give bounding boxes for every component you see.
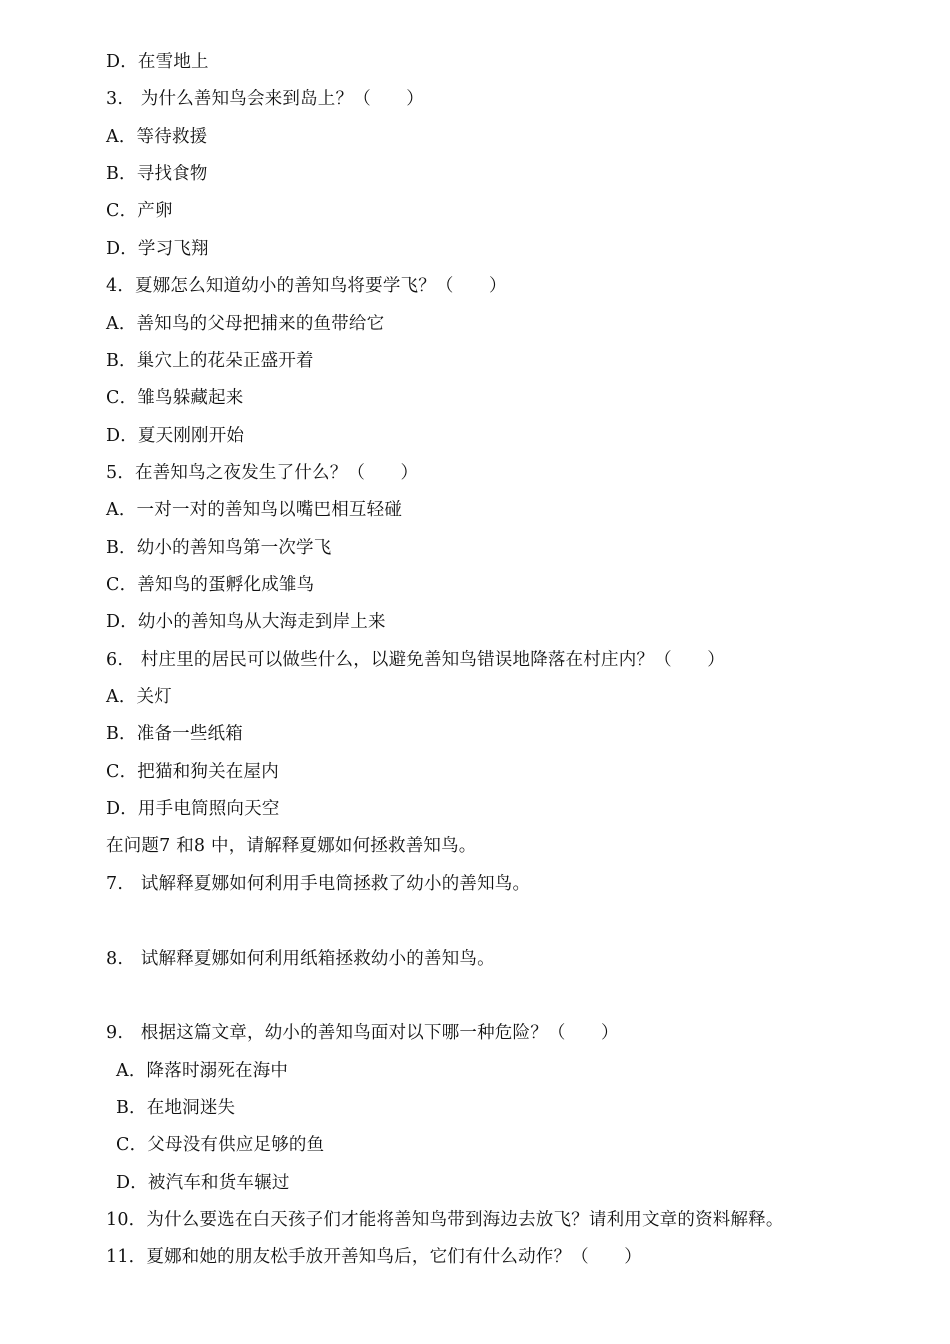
question-7: 7. 试解释夏娜如何利用手电筒拯救了幼小的善知鸟。 bbox=[106, 874, 531, 894]
q3-option-a: A．等待救援 bbox=[106, 127, 208, 147]
q6-option-c: C．把猫和狗关在屋内 bbox=[106, 762, 279, 782]
question-8: 8. 试解释夏娜如何利用纸箱拯救幼小的善知鸟。 bbox=[106, 949, 495, 969]
question-10: 10．为什么要选在白天孩子们才能将善知鸟带到海边去放飞？请利用文章的资料解释。 bbox=[106, 1210, 784, 1230]
q9-option-a: A．降落时溺死在海中 bbox=[116, 1061, 289, 1081]
question-4: 4．夏娜怎么知道幼小的善知鸟将要学飞？（ ） bbox=[106, 276, 507, 296]
q5-option-a: A．一对一对的善知鸟以嘴巴相互轻碰 bbox=[106, 500, 403, 520]
q9-option-c: C．父母没有供应足够的鱼 bbox=[116, 1135, 325, 1155]
q9-option-b: B．在地洞迷失 bbox=[116, 1098, 236, 1118]
q6-option-a: A．关灯 bbox=[106, 687, 172, 707]
q6-option-b: B．准备一些纸箱 bbox=[106, 724, 243, 744]
question-11: 11．夏娜和她的朋友松手放开善知鸟后，它们有什么动作？（ ） bbox=[106, 1247, 642, 1267]
q2-option-d: D．在雪地上 bbox=[106, 52, 209, 72]
q5-option-c: C．善知鸟的蛋孵化成雏鸟 bbox=[106, 575, 315, 595]
q6-option-d: D．用手电筒照向天空 bbox=[106, 799, 280, 819]
q9-option-d: D．被汽车和货车辗过 bbox=[116, 1173, 290, 1193]
question-3: 3. 为什么善知鸟会来到岛上？（ ） bbox=[106, 89, 424, 109]
q4-option-a: A．善知鸟的父母把捕来的鱼带给它 bbox=[106, 314, 385, 334]
q3-option-c: C．产卵 bbox=[106, 201, 173, 221]
q3-option-d: D．学习飞翔 bbox=[106, 239, 209, 259]
q5-option-d: D．幼小的善知鸟从大海走到岸上来 bbox=[106, 612, 386, 632]
q4-option-d: D．夏天刚刚开始 bbox=[106, 426, 245, 446]
question-6: 6. 村庄里的居民可以做些什么，以避免善知鸟错误地降落在村庄内？（ ） bbox=[106, 650, 725, 670]
q5-option-b: B．幼小的善知鸟第一次学飞 bbox=[106, 538, 332, 558]
q4-option-b: B．巢穴上的花朵正盛开着 bbox=[106, 351, 314, 371]
instruction-q7-q8: 在问题7 和8 中，请解释夏娜如何拯救善知鸟。 bbox=[106, 836, 477, 856]
q4-option-c: C．雏鸟躲藏起来 bbox=[106, 388, 244, 408]
question-9: 9. 根据这篇文章，幼小的善知鸟面对以下哪一种危险？（ ） bbox=[106, 1023, 619, 1043]
question-5: 5．在善知鸟之夜发生了什么？（ ） bbox=[106, 463, 419, 483]
q3-option-b: B．寻找食物 bbox=[106, 164, 208, 184]
